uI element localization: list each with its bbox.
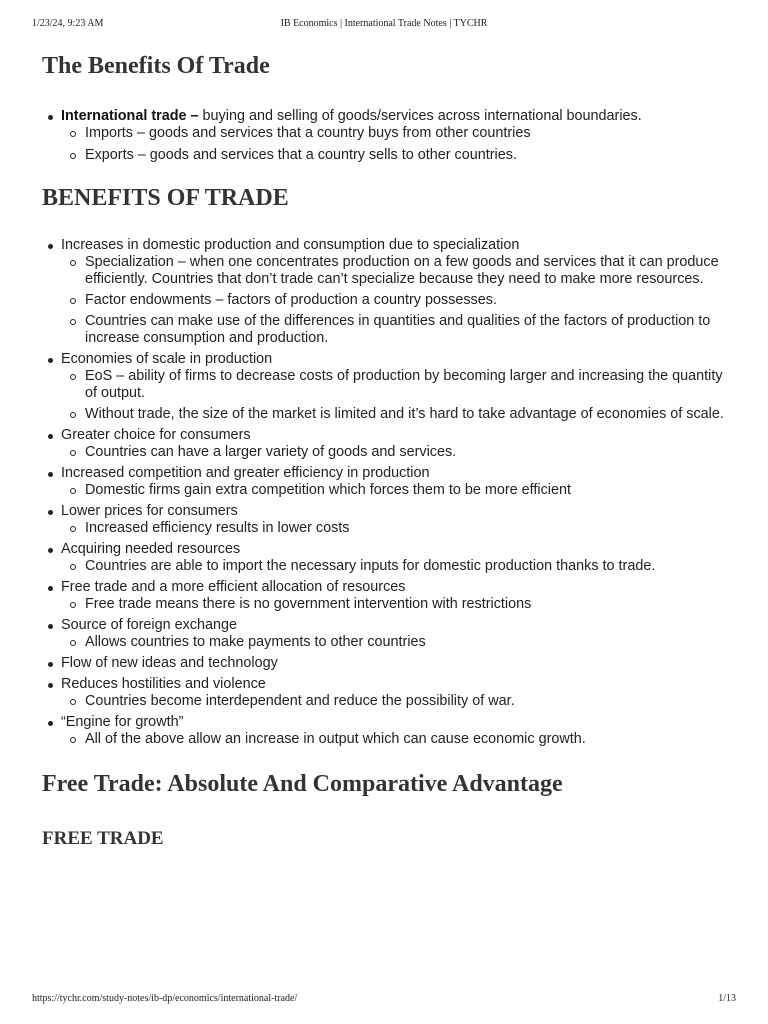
subheading-free-trade: FREE TRADE bbox=[42, 828, 164, 850]
sub-list bbox=[61, 520, 732, 537]
term-definition: buying and selling of goods/services across international boundaries. bbox=[198, 107, 642, 124]
section-heading-free-trade-advantage: Free Trade: Absolute And Comparative Advantage bbox=[42, 770, 563, 797]
print-header bbox=[32, 18, 736, 32]
sub-list-item: Without trade, the size of the market is limited and it’s hard to take advantage of economies of scale. bbox=[85, 406, 732, 423]
sub-list bbox=[61, 596, 732, 613]
section-heading-benefits-of-trade: The Benefits Of Trade bbox=[42, 53, 270, 79]
benefit-item bbox=[61, 541, 732, 575]
benefit-item bbox=[61, 676, 732, 710]
benefit-item bbox=[61, 237, 732, 347]
benefit-item bbox=[61, 427, 732, 461]
sub-list-item: Specialization – when one concentrates production on a few goods and services that it can produce efficiently. Countries that don’t trade can’t specialize because they need to make more resources. bbox=[85, 254, 732, 288]
benefit-text: Free trade and a more efficient allocation of resources bbox=[61, 578, 406, 595]
benefit-item bbox=[61, 351, 732, 423]
benefit-text: Greater choice for consumers bbox=[61, 426, 251, 443]
sub-list-item: Countries can have a larger variety of goods and services. bbox=[85, 444, 732, 461]
print-page-title: IB Economics | International Trade Notes | TYCHR bbox=[280, 18, 488, 29]
print-footer bbox=[32, 993, 736, 1007]
benefit-text: Economies of scale in production bbox=[61, 350, 273, 367]
benefit-text: Source of foreign exchange bbox=[61, 616, 238, 633]
benefit-text: “Engine for growth” bbox=[61, 713, 184, 730]
definition-list bbox=[42, 108, 732, 164]
section-heading-benefits-uppercase: BENEFITS OF TRADE bbox=[42, 184, 289, 211]
benefit-text: Increases in domestic production and consumption due to specialization bbox=[61, 236, 520, 253]
benefit-text: Reduces hostilities and violence bbox=[61, 675, 266, 692]
sub-list bbox=[61, 125, 732, 164]
sub-list-item: EoS – ability of firms to decrease costs of production by becoming larger and increasing the quantity of output. bbox=[85, 368, 732, 402]
benefit-item bbox=[61, 579, 732, 613]
benefit-text: Flow of new ideas and technology bbox=[61, 654, 278, 671]
sub-list-item: Free trade means there is no government intervention with restrictions bbox=[85, 596, 732, 613]
sub-list bbox=[61, 254, 732, 347]
sub-list bbox=[61, 368, 732, 423]
print-url: https://tychr.com/study-notes/ib-dp/economics/international-trade/ bbox=[32, 993, 298, 1004]
benefit-text: Increased competition and greater efficiency in production bbox=[61, 464, 430, 481]
sub-list-item: Countries become interdependent and reduce the possibility of war. bbox=[85, 693, 732, 710]
sub-list bbox=[61, 444, 732, 461]
sub-list bbox=[61, 693, 732, 710]
print-page-number: 1/13 bbox=[718, 993, 736, 1004]
sub-list bbox=[61, 634, 732, 651]
benefit-item bbox=[61, 714, 732, 748]
benefits-list bbox=[42, 237, 732, 748]
sub-list-item: All of the above allow an increase in output which can cause economic growth. bbox=[85, 731, 732, 748]
benefit-item bbox=[61, 465, 732, 499]
list-item bbox=[61, 108, 732, 164]
document-content bbox=[42, 50, 732, 851]
benefit-text: Lower prices for consumers bbox=[61, 502, 238, 519]
sub-list bbox=[61, 731, 732, 748]
benefit-item bbox=[61, 503, 732, 537]
term-international-trade: International trade – bbox=[61, 107, 199, 124]
benefit-item bbox=[61, 655, 732, 672]
sub-list-item: Exports – goods and services that a country sells to other countries. bbox=[85, 147, 732, 164]
sub-list-item: Factor endowments – factors of production a country possesses. bbox=[85, 292, 732, 309]
sub-list-item: Countries can make use of the differences in quantities and qualities of the factors of production to increase consumption and production. bbox=[85, 313, 732, 347]
sub-list bbox=[61, 558, 732, 575]
sub-list bbox=[61, 482, 732, 499]
benefit-item bbox=[61, 617, 732, 651]
sub-list-item: Domestic firms gain extra competition which forces them to be more efficient bbox=[85, 482, 732, 499]
sub-list-item: Increased efficiency results in lower costs bbox=[85, 520, 732, 537]
print-datetime: 1/23/24, 9:23 AM bbox=[32, 18, 104, 29]
sub-list-item: Countries are able to import the necessary inputs for domestic production thanks to trade. bbox=[85, 558, 732, 575]
sub-list-item: Allows countries to make payments to other countries bbox=[85, 634, 732, 651]
benefit-text: Acquiring needed resources bbox=[61, 540, 241, 557]
sub-list-item: Imports – goods and services that a country buys from other countries bbox=[85, 125, 732, 142]
